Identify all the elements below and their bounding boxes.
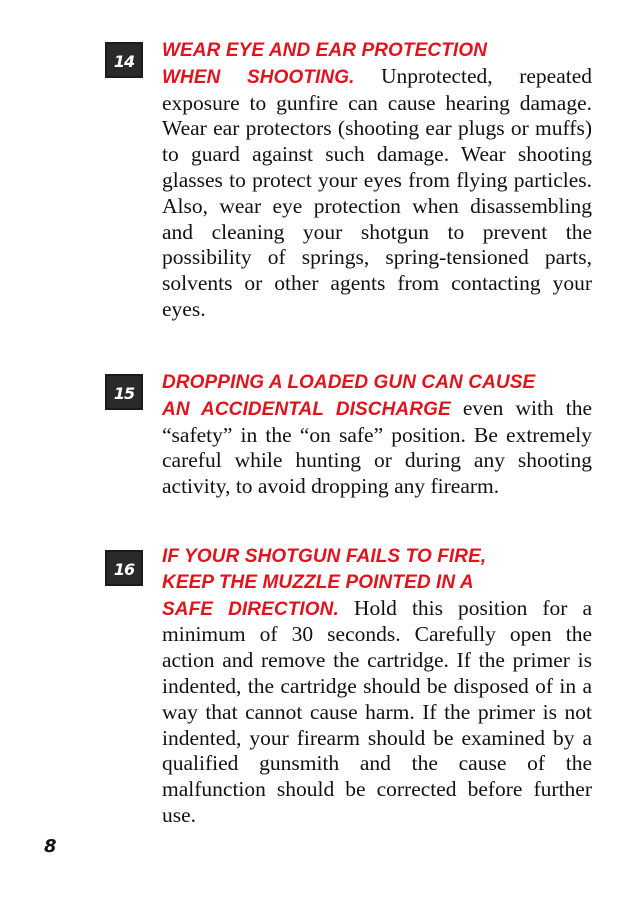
item-number-badge: 16 — [105, 550, 143, 586]
item-heading-line: DROPPING A LOADED GUN CAN CAUSE — [162, 372, 536, 393]
item-text — [162, 370, 592, 500]
item-text — [162, 38, 592, 323]
item-heading-line: WHEN SHOOTING. — [162, 66, 355, 88]
item-heading-line: WEAR EYE AND EAR PROTECTION — [162, 40, 488, 61]
item-heading-line: SAFE DIRECTION. — [162, 598, 339, 620]
item-heading-line: KEEP THE MUZZLE POINTED IN A — [162, 571, 474, 593]
page-number: 8 — [44, 836, 57, 857]
item-number-badge: 14 — [105, 42, 143, 78]
item-body: Hold this position for a minimum of 30 seconds. Carefully open the action and remove the cartridge. If the primer is indented, the cartridge should be disposed of in a way that cannot cause harm. If the primer is not indented, your firearm should be examined by a qualified gunsmith and the cause of the malfunction should be corrected before further use. — [162, 595, 592, 827]
item-body: Unprotected, repeated exposure to gunfire can cause hearing damage. Wear ear protectors (shooting ear plugs or muffs) to guard against such damage. Wear shooting glasses to protect your eyes from flying particles. Also, wear eye protection when disassembling and cleaning your shotgun to prevent the possibility of springs, spring-tensioned parts, solvents or other agents from contacting your eyes. — [162, 63, 592, 321]
item-heading-line: IF YOUR SHOTGUN FAILS TO FIRE, — [162, 546, 487, 567]
item-body: even with the “safety” in the “on safe” position. Be extremely careful while hunting or during any shooting activity, to avoid dropping any firearm. — [162, 395, 593, 499]
item-text — [162, 544, 592, 829]
item-heading-line: AN ACCIDENTAL DISCHARGE — [162, 398, 451, 420]
item-number-badge: 15 — [105, 374, 143, 410]
